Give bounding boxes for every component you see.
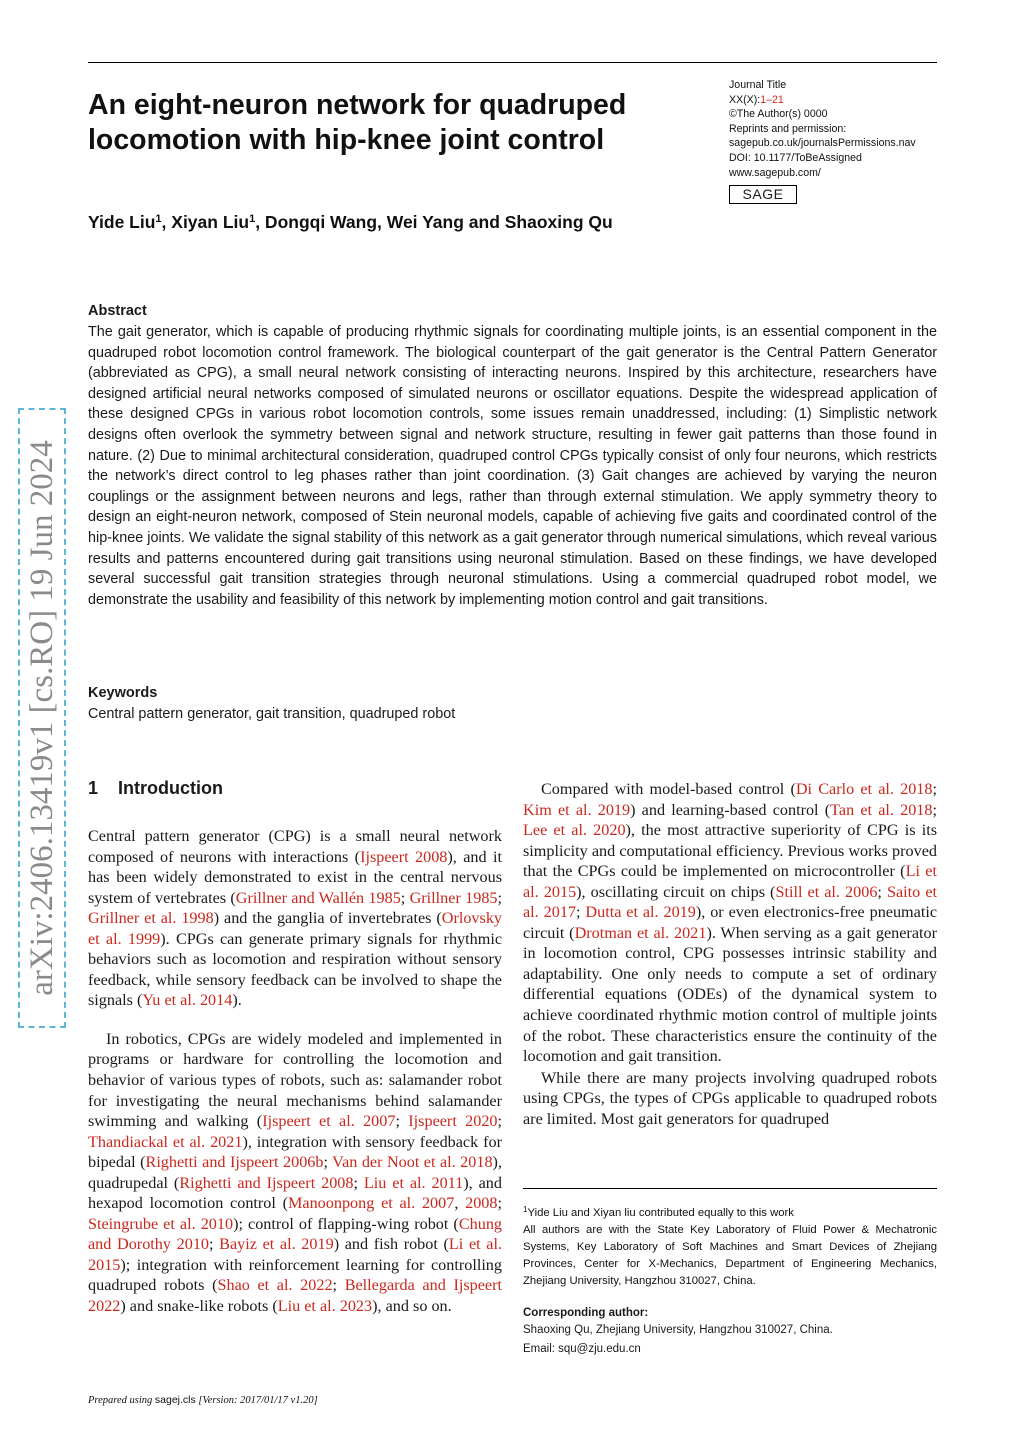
citation-link[interactable]: Grillner et al. 1998: [88, 909, 214, 928]
citation-link[interactable]: Grillner and Wallén 1985: [235, 888, 401, 907]
section-title: Introduction: [118, 778, 223, 798]
publisher-website[interactable]: www.sagepub.com/: [729, 166, 821, 179]
intro-paragraph-4: While there are many projects involving quadruped robots using CPGs, the types of CPGs applicable to quadruped robots are limited. Most gait generators for quadruped: [523, 1068, 937, 1128]
journal-title: Journal Title: [729, 79, 787, 91]
paragraph-text: ,: [454, 1194, 466, 1213]
intro-paragraph-3: [523, 779, 937, 1067]
citation-link[interactable]: Chung and Dorothy 2010: [88, 1214, 503, 1254]
reprints-label: Reprints and permission:: [729, 122, 847, 135]
citation-link[interactable]: Thandiackal et al. 2021: [88, 1132, 243, 1151]
abstract-text: The gait generator, which is capable of producing rhythmic signals for coordinating multiple joints, is an essential component in the quadruped robot locomotion control framework. The biological counterpart of the gait generator is the Central Pattern Generator (abbreviated as CPG), a small neural network consisting of interacting neurons. Inspired by this architecture, researchers have designed artificial neural networks composed of simulated neurons or oscillator equations. Despite the widespread application of these designed CPGs in various robot locomotion controls, some issues remain unaddressed, including: (1) Simplistic network designs often overlook the symmetry between signal and network structure, resulting in fewer gait patterns than those found in nature. (2) Due to minimal architectural consideration, quadruped control CPGs typically consist of only four neurons, which restricts the network’s direct control to leg phases rather than joint coordination. (3) Gait changes are achieved by varying the neuron couplings or the assignment between neurons and legs, rather than through external stimulation. We apply symmetry theory to design an eight-neuron network, composed of Stein neuronal models, capable of achieving five gaits and coordinated control of the hip-knee joints. We validate the signal stability of this network as a gait generator through numerical simulations, which reveal various results and patterns encountered during gait transitions using neuronal stimulation. Based on these findings, we have developed several successful gait transition strategies through neuronal stimulations. Using a commercial quadruped robot model, we demonstrate the usability and feasibility of this network by implementing motion control and gait transitions.: [88, 324, 937, 608]
other-authors: , Dongqi Wang, Wei Yang and Shaoxing Qu: [255, 212, 613, 232]
author-1-affil: 1: [155, 213, 162, 225]
paragraph-text: Central pattern generator (CPG) is a small neural network composed of neurons with interactions (: [88, 827, 502, 866]
author-2-affil: 1: [249, 213, 256, 225]
prepared-prefix: Prepared using: [88, 1395, 155, 1406]
footnote-rule: [523, 1188, 937, 1189]
paragraph-text: ;: [576, 903, 586, 922]
right-column: [523, 779, 937, 1129]
copyright: ©The Author(s) 0000: [729, 108, 828, 121]
paragraph-text: ) and fish robot (: [333, 1235, 449, 1254]
left-column: [88, 826, 502, 1317]
citation-link[interactable]: Still et al. 2006: [775, 882, 878, 901]
citation-link[interactable]: Manoonpong et al. 2007: [288, 1194, 455, 1213]
citation-link[interactable]: Righetti and Ijspeert 2006b: [145, 1153, 324, 1172]
keywords-text: Central pattern generator, gait transition, quadruped robot: [88, 706, 456, 722]
paragraph-text: In robotics, CPGs are widely modeled and implemented in programs or hardware for controlling the locomotion and behavior of various types of robots, such as: salamander robot for investigating the neural mechanisms behind salamander swimming and walking (: [88, 1029, 502, 1131]
paragraph-text: ;: [353, 1173, 364, 1192]
paragraph-text: Compared with model-based control (: [541, 780, 796, 798]
paragraph-text: ), the most attractive superiority of CPG is its simplicity and computational efficiency. Previous works proved that the CPGs could be implemented on microcontroller (: [523, 821, 937, 881]
keywords-heading: Keywords: [88, 685, 158, 701]
sage-logo: SAGE: [729, 185, 797, 204]
citation-link[interactable]: Steingrube et al. 2010: [88, 1214, 234, 1233]
volume-prefix: XX(X):: [729, 93, 761, 106]
citation-link[interactable]: Lee et al. 2020: [523, 821, 626, 840]
citation-link[interactable]: Shao et al. 2022: [217, 1276, 333, 1295]
paragraph-text: ), quadrupedal (: [88, 1153, 502, 1192]
citation-link[interactable]: Liu et al. 2011: [363, 1173, 464, 1192]
citation-link[interactable]: Li et al. 2015: [523, 862, 937, 901]
author-1: Yide Liu: [88, 212, 156, 232]
paper-title: An eight-neuron network for quadruped locomotion with hip-knee joint control: [88, 89, 627, 156]
paragraph-text: ;: [932, 800, 937, 819]
prepared-using-footer: [88, 1393, 318, 1408]
corresponding-email[interactable]: Email: squ@zju.edu.cn: [523, 1343, 641, 1355]
citation-link[interactable]: Saito et al. 2017: [523, 882, 938, 922]
arxiv-stamp: arXiv:2406.13419v1 [cs.RO] 19 Jun 2024: [18, 408, 66, 1028]
citation-link[interactable]: Ijspeert 2008: [360, 847, 448, 866]
citation-link[interactable]: Li et al. 2015: [88, 1235, 503, 1274]
citation-link[interactable]: Ijspeert et al. 2007: [262, 1112, 396, 1131]
affiliation-note: All authors are with the State Key Laboratory of Fluid Power & Mechatronic Systems, Key Laboratory of Soft Machines and Smart Devices of Zhejiang Provinces, Center for X-Mechanics, Department of Engineering Mechanics, Zhejiang University, Hangzhou 310027, China.: [523, 1224, 937, 1287]
citation-link[interactable]: Van der Noot et al. 2018: [332, 1153, 493, 1172]
citation-link[interactable]: Dutta et al. 2019: [585, 903, 696, 922]
paragraph-text: ). When serving as a gait generator in locomotion control, CPG possesses intrinsic stability and adaptability. One only needs to compute a set of ordinary differential equations (ODEs) of the dynamical system to achieve coordinated rhythmic motion control of multiple joints of the robot. These characteristics ensure the continuity of the locomotion and gait transition.: [523, 923, 937, 1066]
citation-link[interactable]: Di Carlo et al. 2018: [795, 780, 933, 798]
equal-contribution-note: [523, 1205, 937, 1222]
paragraph-text: ); control of flapping-wing robot (: [233, 1214, 459, 1233]
paragraph-text: ), and so on.: [372, 1297, 452, 1316]
abstract-heading: Abstract: [88, 303, 147, 319]
section-heading: [88, 777, 223, 799]
paragraph-text: ), or even electronics-free pneumatic circuit (: [523, 903, 938, 942]
paragraph-text: ), and it has been widely demonstrated to exist in the central nervous system of vertebrates (: [88, 847, 502, 907]
citation-link[interactable]: Kim et al. 2019: [523, 800, 631, 819]
equal-contribution-text: Yide Liu and Xiyan liu contributed equally to this work: [527, 1207, 794, 1219]
citation-link[interactable]: Drotman et al. 2021: [574, 923, 707, 942]
corresponding-name: Shaoxing Qu, Zhejiang University, Hangzhou 310027, China.: [523, 1324, 833, 1336]
page-range: 1–21: [760, 93, 784, 106]
footnote-mark: 1: [523, 1205, 528, 1214]
paragraph-text: ;: [932, 780, 937, 798]
class-file: sagej.cls: [154, 1394, 196, 1406]
paragraph-text: ) and snake-like robots (: [120, 1297, 278, 1316]
citation-link[interactable]: Grillner 1985: [409, 888, 498, 907]
intro-paragraph-2: [88, 1029, 502, 1317]
paragraph-text: ).: [232, 991, 242, 1010]
paragraph-text: ;: [877, 882, 887, 901]
paragraph-text: ;: [497, 888, 503, 907]
paragraph-text: ;: [323, 1153, 333, 1172]
paragraph-text: ); integration with reinforcement learning for controlling quadruped robots (: [88, 1255, 502, 1295]
paragraph-text: ;: [400, 888, 410, 907]
author-2: , Xiyan Liu: [161, 212, 250, 232]
citation-link[interactable]: Liu et al. 2023: [277, 1297, 373, 1316]
citation-link[interactable]: Righetti and Ijspeert 2008: [179, 1173, 354, 1192]
journal-info: [729, 78, 944, 180]
journal-volume: [729, 93, 944, 108]
reprints-link[interactable]: sagepub.co.uk/journalsPermissions.nav: [729, 137, 916, 150]
paragraph-text: ;: [497, 1194, 502, 1213]
paragraph-text: ), integration with sensory feedback for bipedal (: [88, 1132, 502, 1172]
corresponding-heading: Corresponding author:: [523, 1307, 649, 1319]
paragraph-text: ), oscillating circuit on chips (: [576, 882, 776, 901]
citation-link[interactable]: Orlovsky et al. 1999: [88, 909, 503, 948]
paragraph-text: ) and the ganglia of invertebrates (: [213, 909, 442, 928]
citation-link[interactable]: 2008: [465, 1194, 498, 1213]
paragraph-text: ), and hexapod locomotion control (: [88, 1173, 502, 1213]
citation-link[interactable]: Yu et al. 2014: [142, 991, 233, 1010]
paragraph-text: ;: [395, 1112, 409, 1131]
paragraph-text: ;: [209, 1235, 220, 1254]
paragraph-text: ). CPGs can generate primary signals for rhythmic behaviors such as locomotion and respiration without sensory feedback, while sensory feedback can be involved to shape the signals (: [88, 929, 503, 1010]
top-rule: [88, 62, 937, 63]
paragraph-text: ;: [497, 1112, 503, 1131]
intro-paragraph-1: [88, 826, 502, 1011]
doi: DOI: 10.1177/ToBeAssigned: [729, 151, 862, 164]
citation-link[interactable]: Bellegarda and Ijspeert 2022: [88, 1276, 502, 1316]
paragraph-text: ;: [332, 1276, 345, 1295]
paragraph-text: ) and learning-based control (: [630, 800, 831, 819]
citation-link[interactable]: Bayiz et al. 2019: [219, 1235, 334, 1254]
corresponding-details: [523, 1321, 937, 1359]
footnote: [523, 1205, 937, 1290]
author-list: [88, 211, 613, 233]
class-version: [Version: 2017/01/17 v1.20]: [195, 1395, 318, 1406]
section-number: 1: [88, 778, 99, 798]
citation-link[interactable]: Tan et al. 2018: [830, 800, 933, 819]
citation-link[interactable]: Ijspeert 2020: [408, 1112, 498, 1131]
